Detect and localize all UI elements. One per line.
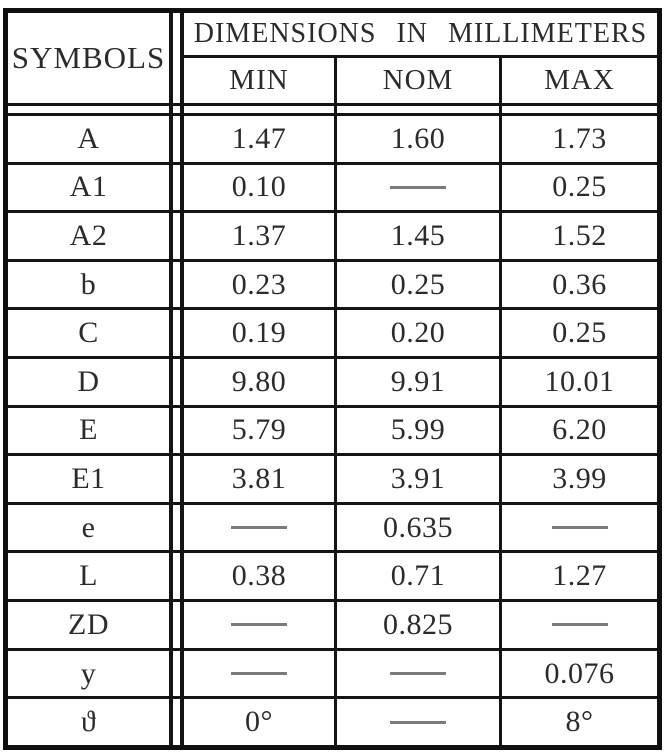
double-rule-gap-segment (173, 106, 184, 113)
min-cell: 0° (184, 699, 337, 745)
double-rule-spacer (173, 456, 184, 502)
nom-cell: 0.825 (337, 602, 502, 648)
table-row (8, 602, 657, 651)
table-header (8, 13, 657, 106)
table-row (8, 505, 657, 554)
max-cell: 1.52 (552, 219, 607, 253)
dash-rule (231, 526, 287, 529)
symbol-cell: L (8, 553, 173, 599)
nom-cell (337, 165, 502, 211)
dimensions-table (3, 8, 662, 750)
nom-cell: 0.635 (337, 505, 502, 551)
max-cell: 8° (565, 705, 594, 739)
min-cell: 5.79 (184, 408, 337, 454)
dash-rule (231, 623, 287, 626)
nom-cell: 3.91 (337, 456, 502, 502)
symbol-cell: C (8, 310, 173, 356)
nom-cell: 0.71 (337, 553, 502, 599)
double-rule-gap-segment (337, 106, 502, 113)
max-cell: 0.25 (552, 170, 607, 204)
symbol-cell: y (8, 651, 173, 697)
nom-cell: 0.25 (337, 262, 502, 308)
double-rule-gap-segment (8, 106, 173, 113)
table-row (8, 553, 657, 602)
min-cell: 0.38 (184, 553, 337, 599)
double-rule-spacer (173, 13, 184, 103)
table-row (8, 456, 657, 505)
min-cell: 0.10 (184, 165, 337, 211)
min-nom-max-header-row (184, 58, 657, 103)
max-cell: 0.25 (552, 316, 607, 350)
nom-cell: 9.91 (337, 359, 502, 405)
nom-cell: 5.99 (337, 408, 502, 454)
dash-rule (552, 623, 608, 626)
nom-cell (337, 651, 502, 697)
dash-rule (231, 672, 287, 675)
double-rule-gap-segment (184, 106, 337, 113)
symbol-cell: E (8, 408, 173, 454)
nom-cell: 1.60 (337, 116, 502, 162)
dash-rule (390, 186, 446, 189)
symbol-cell: ϑ (8, 699, 173, 745)
min-cell: 9.80 (184, 359, 337, 405)
symbol-cell: e (8, 505, 173, 551)
symbol-cell: ZD (8, 602, 173, 648)
table-row (8, 213, 657, 262)
dash-rule (390, 672, 446, 675)
column-header-max: MAX (544, 64, 615, 96)
symbols-column-header: SYMBOLS (8, 13, 173, 103)
symbol-cell: A (8, 116, 173, 162)
double-rule-spacer (173, 213, 184, 259)
double-rule-spacer (173, 699, 184, 745)
double-rule-spacer (173, 310, 184, 356)
table-row (8, 651, 657, 700)
double-rule-spacer (173, 165, 184, 211)
min-cell (184, 602, 337, 648)
min-cell: 3.81 (184, 456, 337, 502)
dash-rule (390, 721, 446, 724)
min-cell: 1.37 (184, 213, 337, 259)
double-rule-spacer (173, 505, 184, 551)
min-cell: 0.23 (184, 262, 337, 308)
double-rule-spacer (173, 553, 184, 599)
min-cell: 1.47 (184, 116, 337, 162)
table-row (8, 165, 657, 214)
column-header-min: MIN (184, 58, 337, 103)
nom-cell: 1.45 (337, 213, 502, 259)
table-row (8, 116, 657, 165)
min-cell (184, 505, 337, 551)
nom-cell: 0.20 (337, 310, 502, 356)
symbol-cell: b (8, 262, 173, 308)
table-row (8, 262, 657, 311)
double-rule-gap-segment (502, 106, 657, 113)
dimensions-in-millimeters-header: DIMENSIONS IN MILLIMETERS (184, 13, 657, 58)
max-cell (502, 602, 657, 648)
double-rule-spacer (173, 116, 184, 162)
table-row (8, 359, 657, 408)
min-cell (184, 651, 337, 697)
table-row (8, 310, 657, 359)
max-cell: 1.73 (552, 121, 607, 155)
max-cell: 1.27 (552, 559, 607, 593)
symbol-cell: A2 (8, 213, 173, 259)
symbol-cell: D (8, 359, 173, 405)
max-cell: 10.01 (544, 364, 615, 398)
max-cell (502, 505, 657, 551)
max-cell: 6.20 (552, 413, 607, 447)
max-cell: 0.076 (544, 656, 615, 690)
double-rule-spacer (173, 651, 184, 697)
symbol-cell: E1 (8, 456, 173, 502)
double-rule-gap (8, 106, 657, 116)
max-cell: 3.99 (552, 462, 607, 496)
dimensions-header-group (184, 13, 657, 103)
symbol-cell: A1 (8, 165, 173, 211)
table-body (8, 116, 657, 745)
dash-rule (552, 526, 608, 529)
nom-cell (337, 699, 502, 745)
table-row (8, 699, 657, 745)
double-rule-spacer (173, 602, 184, 648)
table-row (8, 408, 657, 457)
min-cell: 0.19 (184, 310, 337, 356)
column-header-nom: NOM (337, 58, 502, 103)
max-cell: 0.36 (552, 267, 607, 301)
double-rule-spacer (173, 359, 184, 405)
double-rule-spacer (173, 408, 184, 454)
double-rule-spacer (173, 262, 184, 308)
